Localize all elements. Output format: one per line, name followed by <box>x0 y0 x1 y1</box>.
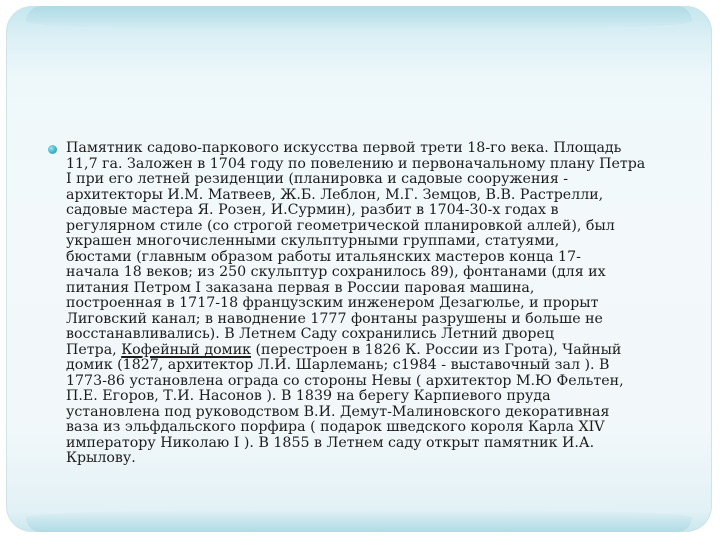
text-line-highlighted <box>66 343 689 359</box>
frame-top-glow <box>26 6 692 30</box>
text-line: начала 18 веков; из 250 скульптур сохранилось 89), фонтанами (для их <box>66 264 606 280</box>
text-line: построенная в 1717-18 французским инженером Дезагюлье, и прорыт <box>66 295 599 311</box>
text-line: 11,7 га. Заложен в 1704 году по повелению и первоначальному плану Петра <box>66 155 646 172</box>
text-line: украшен многочисленными скульптурными группами, статуями, <box>66 233 560 249</box>
text-line: установлена под руководством В.И. Демут-Малиновского декоративная <box>66 403 610 420</box>
text-line: питания Петром I заказана первая в России паровая машина, <box>66 279 535 296</box>
bullet-item <box>44 141 689 467</box>
text-line: архитекторы И.М. Матвеев, Ж.Б. Леблон, М.Г. Земцов, В.В. Растрелли, <box>66 186 604 203</box>
highlighted-phrase: Кофейный домик <box>121 341 252 358</box>
text-line: императору Николаю I ). В 1855 в Летнем саду открыт памятник И.А. <box>66 434 595 451</box>
text-line: домик (1827, архитектор Л.И. Шарлемань; с1984 - выставочный зал ). В <box>66 357 610 373</box>
text-line: I при его летней резиденции (планировка и садовые сооружения - <box>66 171 569 187</box>
text-line: восстанавливались). В Летнем Саду сохранились Летний дворец <box>66 326 554 342</box>
text-line: садовые мастера Я. Розен, И.Сурмин), разбит в 1704-30-х годах в <box>66 202 559 218</box>
bullet-marker-icon <box>48 145 57 154</box>
text-line: Памятник садово-паркового искусства первой трети 18-го века. Площадь <box>66 140 622 156</box>
text-segment: Петра, <box>66 341 122 358</box>
text-line: регулярном стиле (со строгой геометрической планировкой аллей), был <box>66 217 615 234</box>
text-line: 1773-86 установлена ограда со стороны Невы ( архитектор М.Ю Фельтен, <box>66 372 624 389</box>
frame-bottom-glow <box>26 510 692 532</box>
text-line: П.Е. Егоров, Т.И. Насонов ). В 1839 на берегу Карпиевого пруда <box>66 388 551 404</box>
slide-content <box>44 141 689 467</box>
text-line: ваза из эльфдальского порфира ( подарок шведского короля Карла XIV <box>66 419 605 435</box>
text-segment: (перестроен в 1826 К. России из Грота), Чайный <box>251 341 622 358</box>
bullet-text <box>66 141 689 467</box>
text-line: Крылову. <box>66 450 136 466</box>
text-line: Лиговский канал; в наводнение 1777 фонтаны разрушены и больше не <box>66 310 603 327</box>
text-line: бюстами (главным образом работы итальянских мастеров конца 17- <box>66 248 581 265</box>
